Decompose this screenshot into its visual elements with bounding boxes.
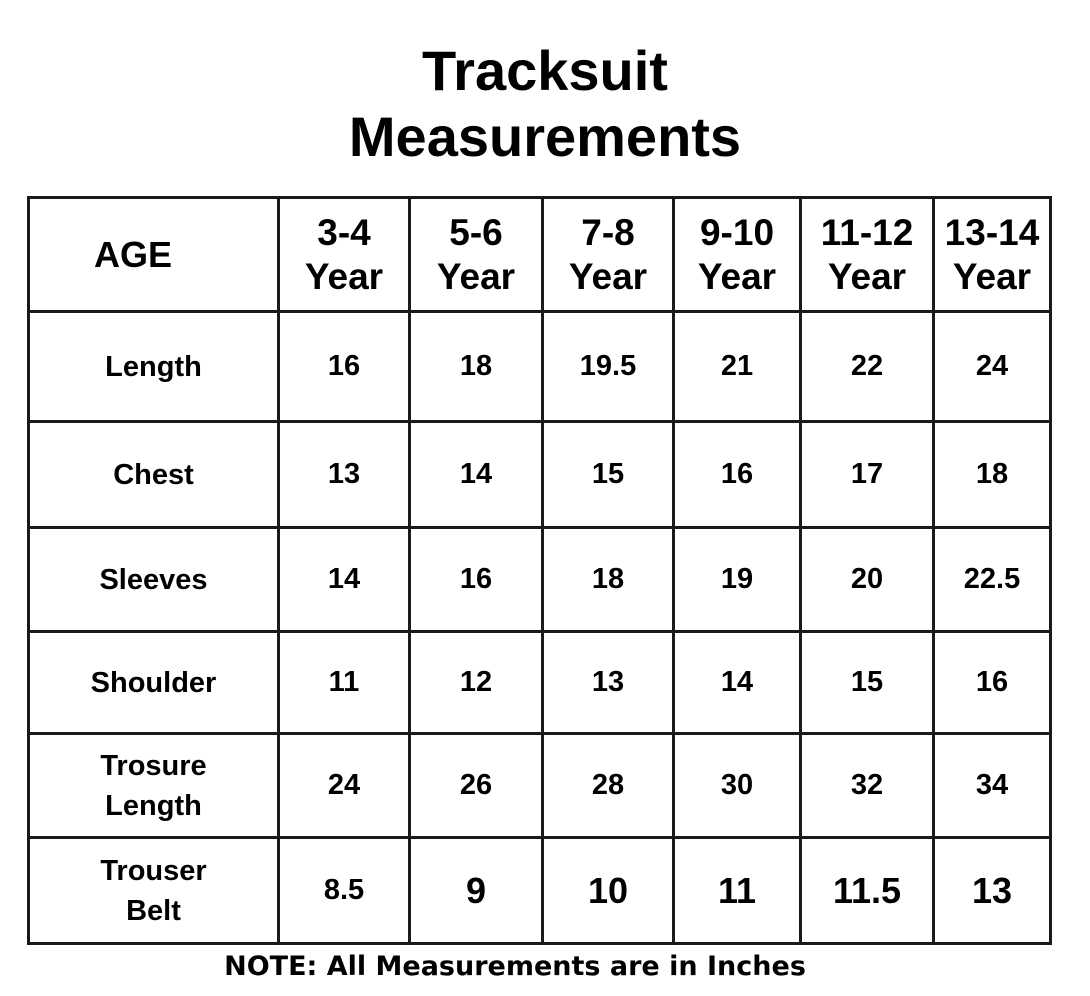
row-label-text: Length xyxy=(105,350,202,383)
age-column-header xyxy=(410,198,543,312)
measurement-cell: 32 xyxy=(801,734,934,838)
page-title xyxy=(0,38,1090,170)
measurement-cell: 34 xyxy=(934,734,1051,838)
measurement-cell: 13 xyxy=(279,422,410,528)
age-range: 13-14 xyxy=(944,211,1040,253)
age-header: AGE xyxy=(29,198,279,312)
measurement-cell: 16 xyxy=(410,528,543,632)
table-row xyxy=(29,734,1051,838)
measurement-cell: 15 xyxy=(543,422,674,528)
age-unit: Year xyxy=(827,255,907,297)
measurement-cell: 24 xyxy=(279,734,410,838)
measurement-cell: 22.5 xyxy=(934,528,1051,632)
age-unit: Year xyxy=(568,255,648,297)
row-label-text: Trouser xyxy=(100,854,207,887)
row-label-text: Belt xyxy=(126,894,181,927)
measurement-cell: 14 xyxy=(279,528,410,632)
measurement-cell: 26 xyxy=(410,734,543,838)
measurement-cell: 18 xyxy=(934,422,1051,528)
measurement-cell: 16 xyxy=(674,422,801,528)
header-row xyxy=(29,198,1051,312)
age-range: 9-10 xyxy=(699,211,775,253)
age-range: 11-12 xyxy=(820,211,914,253)
row-label-text: Sleeves xyxy=(99,563,208,596)
measurement-cell: 11 xyxy=(674,838,801,944)
measurement-cell: 24 xyxy=(934,312,1051,422)
measurement-cell: 22 xyxy=(801,312,934,422)
age-column-header xyxy=(674,198,801,312)
measurement-cell: 9 xyxy=(410,838,543,944)
row-label-length xyxy=(29,312,279,422)
measurement-cell: 20 xyxy=(801,528,934,632)
measurement-cell: 11.5 xyxy=(801,838,934,944)
measurement-cell: 11 xyxy=(279,632,410,734)
measurement-cell: 14 xyxy=(674,632,801,734)
measurement-cell: 28 xyxy=(543,734,674,838)
age-unit: Year xyxy=(304,255,384,297)
measurement-cell: 12 xyxy=(410,632,543,734)
age-column-header xyxy=(934,198,1051,312)
age-unit: Year xyxy=(697,255,777,297)
measurement-cell: 18 xyxy=(543,528,674,632)
age-column-header xyxy=(801,198,934,312)
title-line-2: Measurements xyxy=(348,105,742,168)
row-label-trouser-belt xyxy=(29,838,279,944)
measurement-cell: 16 xyxy=(934,632,1051,734)
row-label-text: Chest xyxy=(113,458,194,491)
measurement-cell: 16 xyxy=(279,312,410,422)
row-label-sleeves xyxy=(29,528,279,632)
age-range: 3-4 xyxy=(317,211,371,253)
age-column-header xyxy=(279,198,410,312)
row-label-text: Trosure xyxy=(100,749,207,782)
measurement-cell: 19 xyxy=(674,528,801,632)
row-label-shoulder xyxy=(29,632,279,734)
age-range: 5-6 xyxy=(449,211,503,253)
measurement-cell: 14 xyxy=(410,422,543,528)
row-label-text: Shoulder xyxy=(90,666,217,699)
table-row xyxy=(29,528,1051,632)
row-label-text: Length xyxy=(105,789,202,822)
measurement-cell: 13 xyxy=(543,632,674,734)
measurement-cell: 17 xyxy=(801,422,934,528)
measurement-table xyxy=(27,196,1052,945)
table-row xyxy=(29,312,1051,422)
age-unit: Year xyxy=(952,255,1032,297)
age-range: 7-8 xyxy=(581,211,635,253)
measurement-cell: 15 xyxy=(801,632,934,734)
measurement-cell: 18 xyxy=(410,312,543,422)
age-unit: Year xyxy=(436,255,516,297)
title-line-1: Tracksuit xyxy=(422,39,668,102)
table-row xyxy=(29,838,1051,944)
measurement-cell: 21 xyxy=(674,312,801,422)
measurement-cell: 13 xyxy=(934,838,1051,944)
measurement-cell: 19.5 xyxy=(543,312,674,422)
age-column-header xyxy=(543,198,674,312)
measurement-cell: 30 xyxy=(674,734,801,838)
row-label-trosure-length xyxy=(29,734,279,838)
table-row xyxy=(29,632,1051,734)
measurement-cell: 8.5 xyxy=(279,838,410,944)
units-note: NOTE: All Measurements are in Inches xyxy=(224,951,806,982)
measurement-cell: 10 xyxy=(543,838,674,944)
table-row xyxy=(29,422,1051,528)
row-label-chest xyxy=(29,422,279,528)
